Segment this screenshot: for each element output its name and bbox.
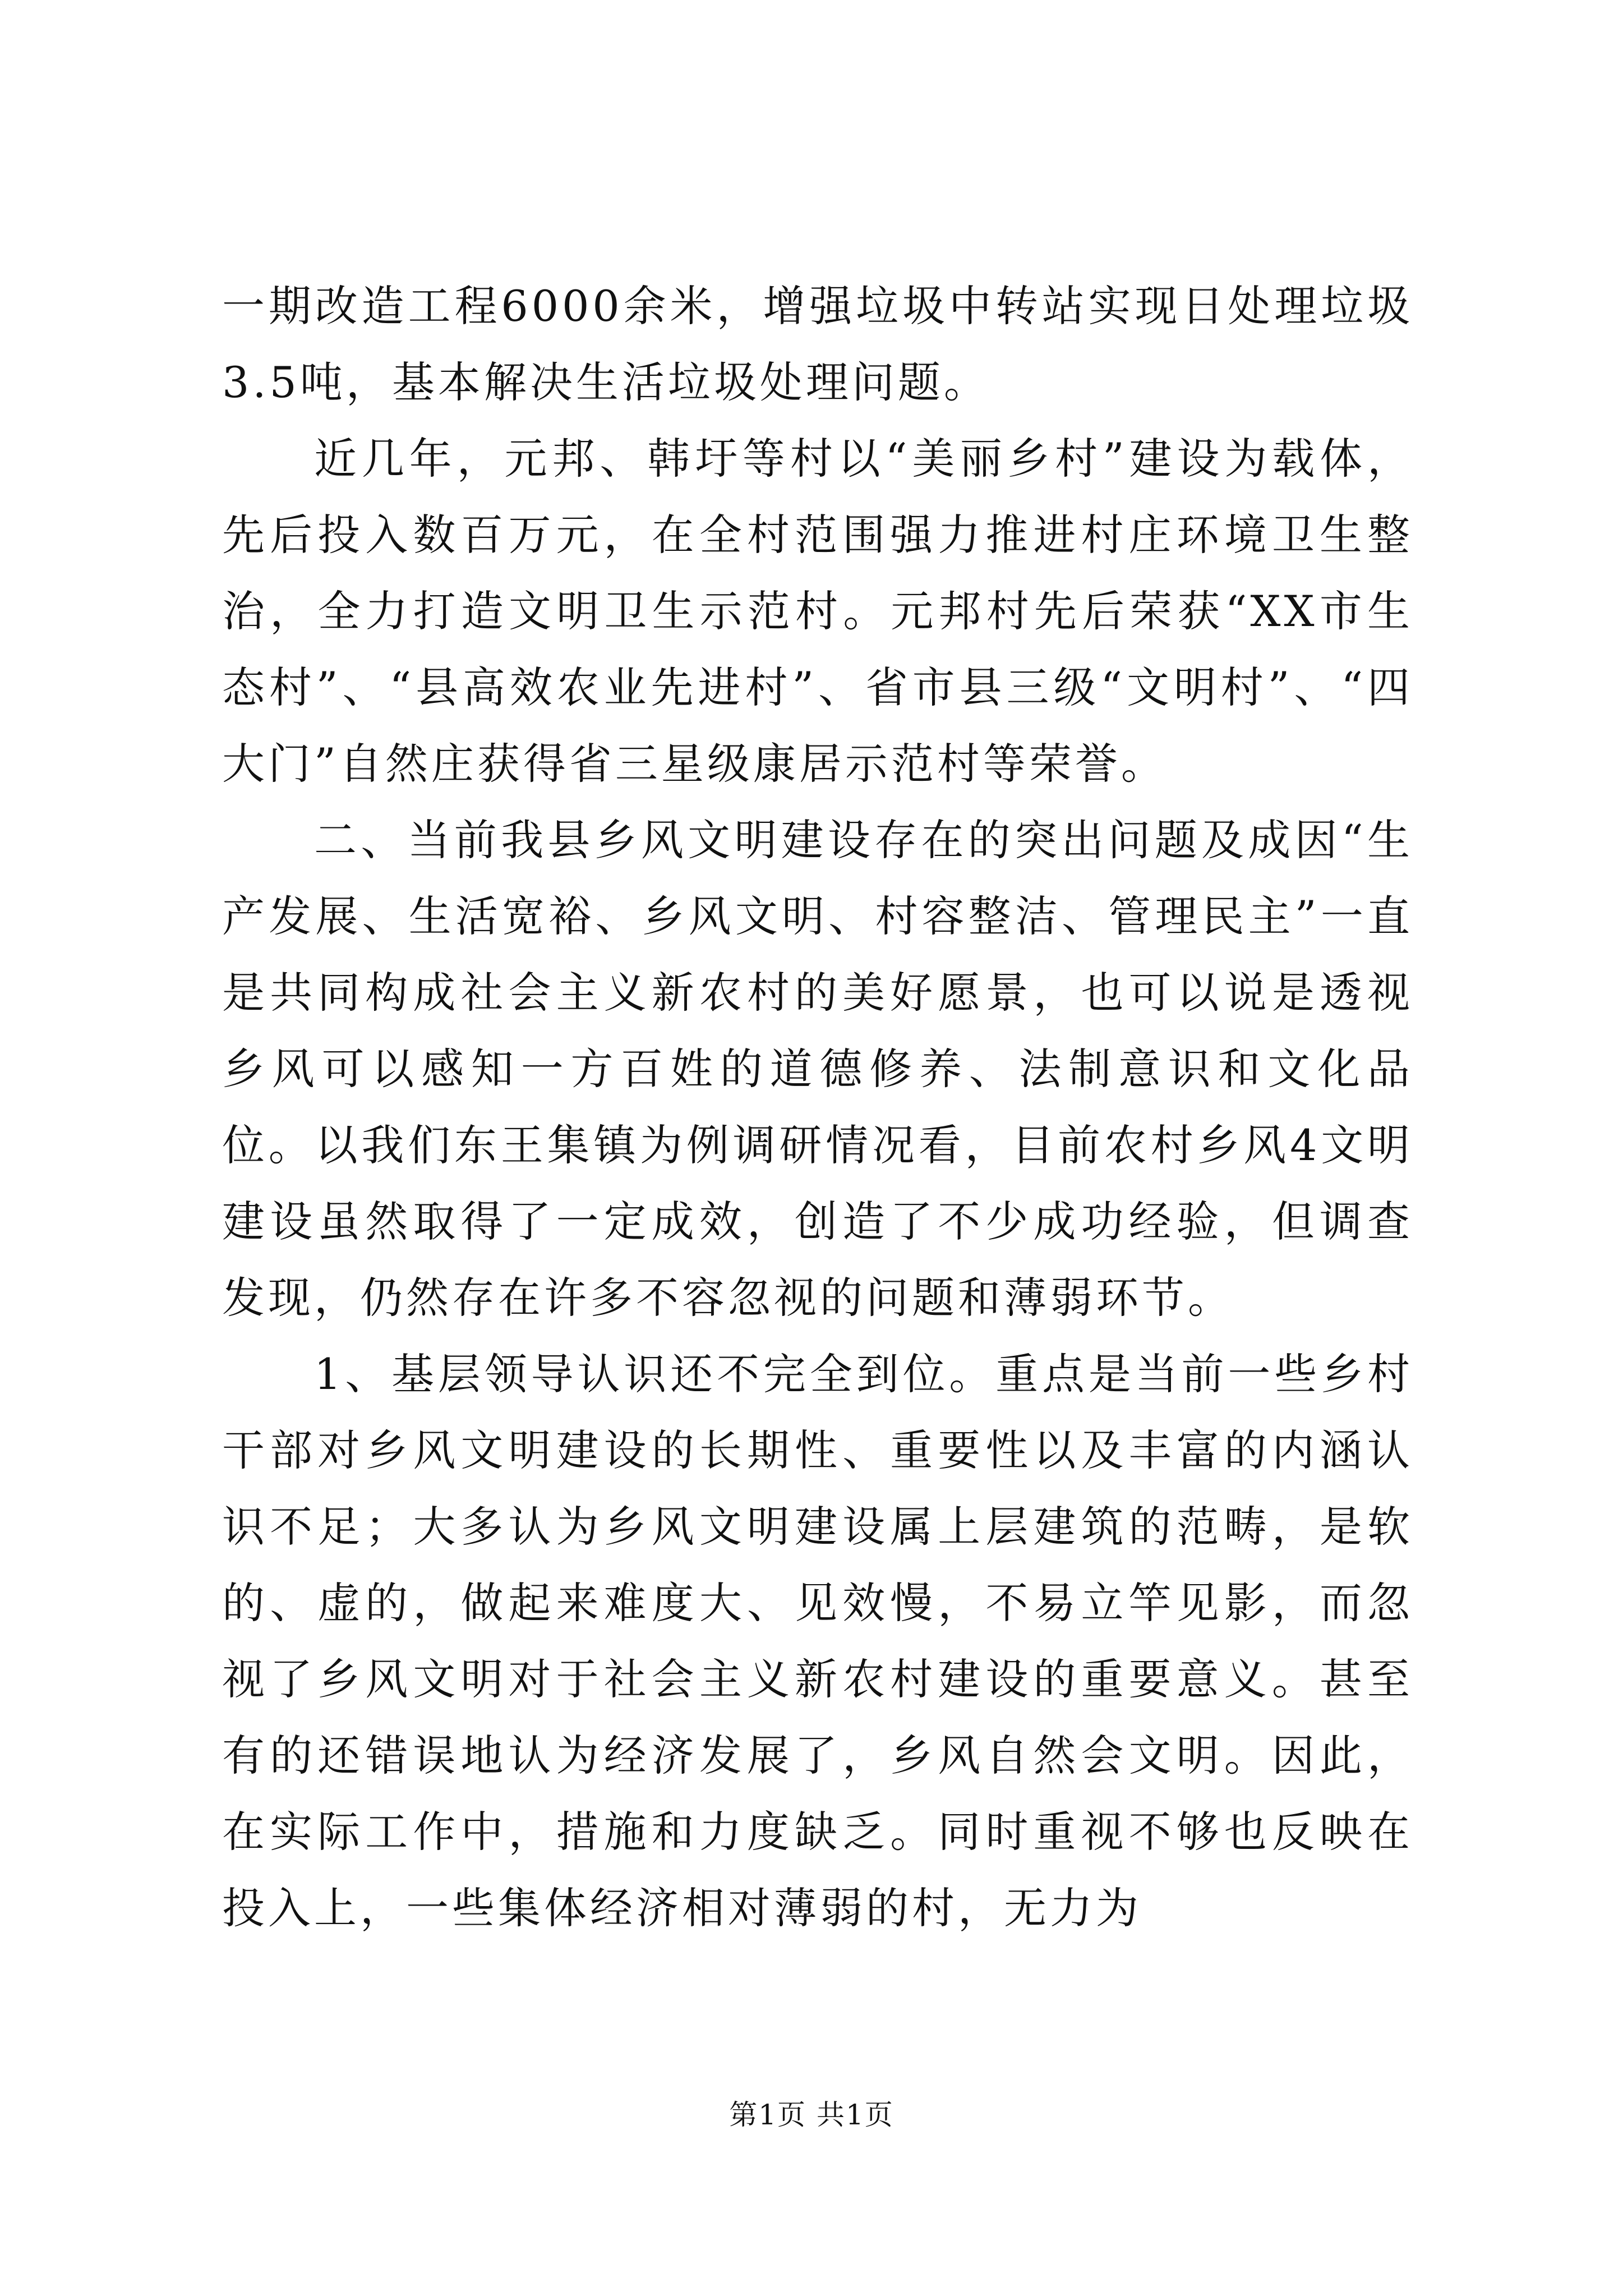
- paragraph-beautiful-village: 近几年，元邦、韩圩等村以“美丽乡村”建设为载体，先后投入数百万元，在全村范围强力推进村庄环境卫生整治，全力打造文明卫生示范村。元邦村先后荣获“XX市生态村”、“县高效农业先进村”、省市县三级“文明村”、“四大门”自然庄获得省三星级康居示范村等荣誉。: [222, 434, 1413, 789]
- document-body: [222, 268, 1413, 1947]
- paragraph-continuation: 一期改造工程6000余米，增强垃圾中转站实现日处理垃圾3.5吨，基本解决生活垃圾处理问题。: [222, 281, 1413, 407]
- page-footer: 第1页 共1页: [729, 2099, 894, 2131]
- paragraph-problems-heading: 二、当前我县乡风文明建设存在的突出问题及成因“生产发展、生活宽裕、乡风文明、村容整洁、管理民主”一直是共同构成社会主义新农村的美好愿景，也可以说是透视乡风可以感知一方百姓的道德修养、法制意识和文化品位。以我们东王集镇为例调研情况看，目前农村乡风4文明建设虽然取得了一定成效，创造了不少成功经验，但调查发现，仍然存在许多不容忽视的问题和薄弱环节。: [222, 815, 1413, 1323]
- paragraph-leadership-awareness: 1、基层领导认识还不完全到位。重点是当前一些乡村干部对乡风文明建设的长期性、重要性以及丰富的内涵认识不足；大多认为乡风文明建设属上层建筑的范畴，是软的、虚的，做起来难度大、见效慢，不易立竿见影，而忽视了乡风文明对于社会主义新农村建设的重要意义。甚至有的还错误地认为经济发展了，乡风自然会文明。因此，在实际工作中，措施和力度缺乏。同时重视不够也反映在投入上，一些集体经济相对薄弱的村，无力为: [222, 1349, 1413, 1933]
